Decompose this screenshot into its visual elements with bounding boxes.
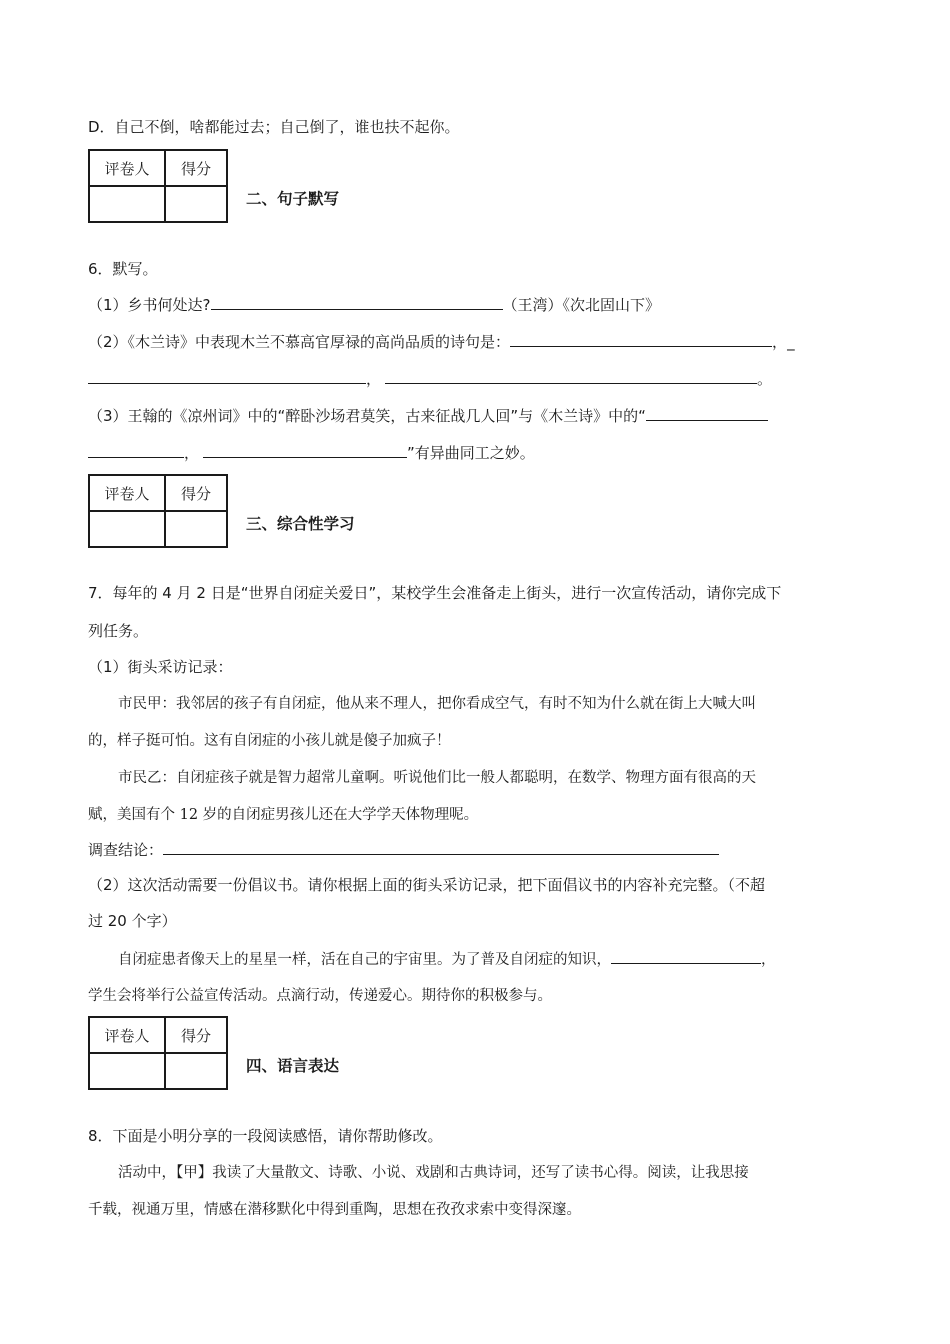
conclusion-line bbox=[88, 839, 719, 860]
answer-blank[interactable] bbox=[611, 948, 761, 964]
proposal-line1 bbox=[118, 948, 776, 970]
score-label: 得分 bbox=[165, 475, 227, 511]
q7-stem-line1: 7．每年的 4 月 2 日是“世界自闭症关爱日”，某校学生会准备走上街头，进行一次宣传活动，请你完成下 bbox=[88, 584, 782, 602]
score-cell[interactable] bbox=[165, 1053, 227, 1089]
score-table bbox=[88, 474, 228, 548]
proposal-text: 自闭症患者像天上的星星一样，活在自己的宇宙里。为了普及自闭症的知识， bbox=[118, 952, 611, 968]
q6-part2 bbox=[88, 331, 795, 352]
q7-part1-title: （1）街头采访记录： bbox=[88, 658, 233, 676]
q6-part1 bbox=[88, 294, 660, 315]
answer-blank[interactable] bbox=[203, 442, 407, 458]
section-title: 二、句子默写 bbox=[246, 190, 340, 208]
reviewer-label: 评卷人 bbox=[89, 1017, 165, 1053]
q8-para-line2: 千载，视通万里，情感在潜移默化中得到重陶，思想在孜孜求索中变得深邃。 bbox=[88, 1202, 581, 1218]
q8-stem: 8．下面是小明分享的一段阅读感悟，请你帮助修改。 bbox=[88, 1127, 443, 1145]
section-title: 四、语言表达 bbox=[246, 1057, 340, 1075]
reviewer-label: 评卷人 bbox=[89, 150, 165, 186]
answer-blank[interactable] bbox=[510, 331, 772, 347]
score-label: 得分 bbox=[165, 1017, 227, 1053]
reviewer-cell[interactable] bbox=[89, 1053, 165, 1089]
q6-part2-prefix: （2）《木兰诗》中表现木兰不慕高官厚禄的高尚品质的诗句是： bbox=[88, 333, 511, 351]
score-label: 得分 bbox=[165, 150, 227, 186]
section-title: 三、综合性学习 bbox=[246, 515, 355, 533]
answer-blank[interactable] bbox=[163, 839, 719, 855]
answer-blank[interactable] bbox=[385, 368, 757, 384]
q6-part1-suffix: （王湾）《次北固山下》 bbox=[502, 296, 661, 314]
score-cell[interactable] bbox=[165, 186, 227, 222]
q6-part2-cont bbox=[88, 368, 772, 389]
q6-part3-suffix: ”有异曲同工之妙。 bbox=[407, 444, 535, 462]
comma: ， bbox=[366, 370, 382, 388]
q5-option-d: D．自己不倒，啥都能过去；自己倒了，谁也扶不起你。 bbox=[88, 118, 460, 136]
q7-part2-line1: （2）这次活动需要一份倡议书。请你根据上面的街头采访记录，把下面倡议书的内容补充完整。（不超 bbox=[88, 876, 766, 894]
score-table bbox=[88, 1016, 228, 1090]
comma: ， bbox=[772, 333, 788, 351]
answer-blank[interactable] bbox=[88, 368, 366, 384]
citizen-b-line1: 市民乙：自闭症孩子就是智力超常儿童啊。听说他们比一般人都聪明，在数学、物理方面有很高的天 bbox=[118, 770, 756, 786]
q6-part1-prefix: （1）乡书何处达? bbox=[88, 296, 211, 314]
reviewer-cell[interactable] bbox=[89, 511, 165, 547]
conclusion-label: 调查结论： bbox=[88, 841, 164, 859]
citizen-b-line2: 赋，美国有个 12 岁的自闭症男孩儿还在大学学天体物理呢。 bbox=[88, 807, 479, 823]
q6-stem: 6．默写。 bbox=[88, 260, 158, 278]
answer-blank[interactable] bbox=[88, 442, 184, 458]
score-table bbox=[88, 149, 228, 223]
q6-part3-prefix: （3）王翰的《凉州词》中的“醉卧沙场君莫笑，古来征战几人回”与《木兰诗》中的“ bbox=[88, 407, 646, 425]
citizen-a-line1: 市民甲：我邻居的孩子有自闭症，他从来不理人，把你看成空气，有时不知为什么就在街上大喊大叫 bbox=[118, 696, 756, 712]
proposal-line2: 学生会将举行公益宣传活动。点滴行动，传递爱心。期待你的积极参与。 bbox=[88, 988, 552, 1004]
q7-stem-line2: 列任务。 bbox=[88, 622, 149, 640]
citizen-a-line2: 的，样子挺可怕。这有自闭症的小孩儿就是傻子加疯子！ bbox=[88, 733, 451, 749]
q6-part3-cont bbox=[88, 442, 535, 463]
underscore: _ bbox=[787, 333, 795, 351]
q8-para-line1: 活动中，【甲】我读了大量散文、诗歌、小说、戏剧和古典诗词，还写了读书心得。阅读，让我思接 bbox=[118, 1165, 749, 1181]
score-cell[interactable] bbox=[165, 511, 227, 547]
q7-part2-line2: 过 20 个字） bbox=[88, 912, 177, 930]
reviewer-cell[interactable] bbox=[89, 186, 165, 222]
period: 。 bbox=[757, 370, 773, 388]
q6-part3 bbox=[88, 405, 768, 426]
answer-blank[interactable] bbox=[646, 405, 768, 421]
answer-blank[interactable] bbox=[211, 294, 503, 310]
comma: ， bbox=[184, 444, 200, 462]
reviewer-label: 评卷人 bbox=[89, 475, 165, 511]
comma: ， bbox=[761, 952, 776, 968]
